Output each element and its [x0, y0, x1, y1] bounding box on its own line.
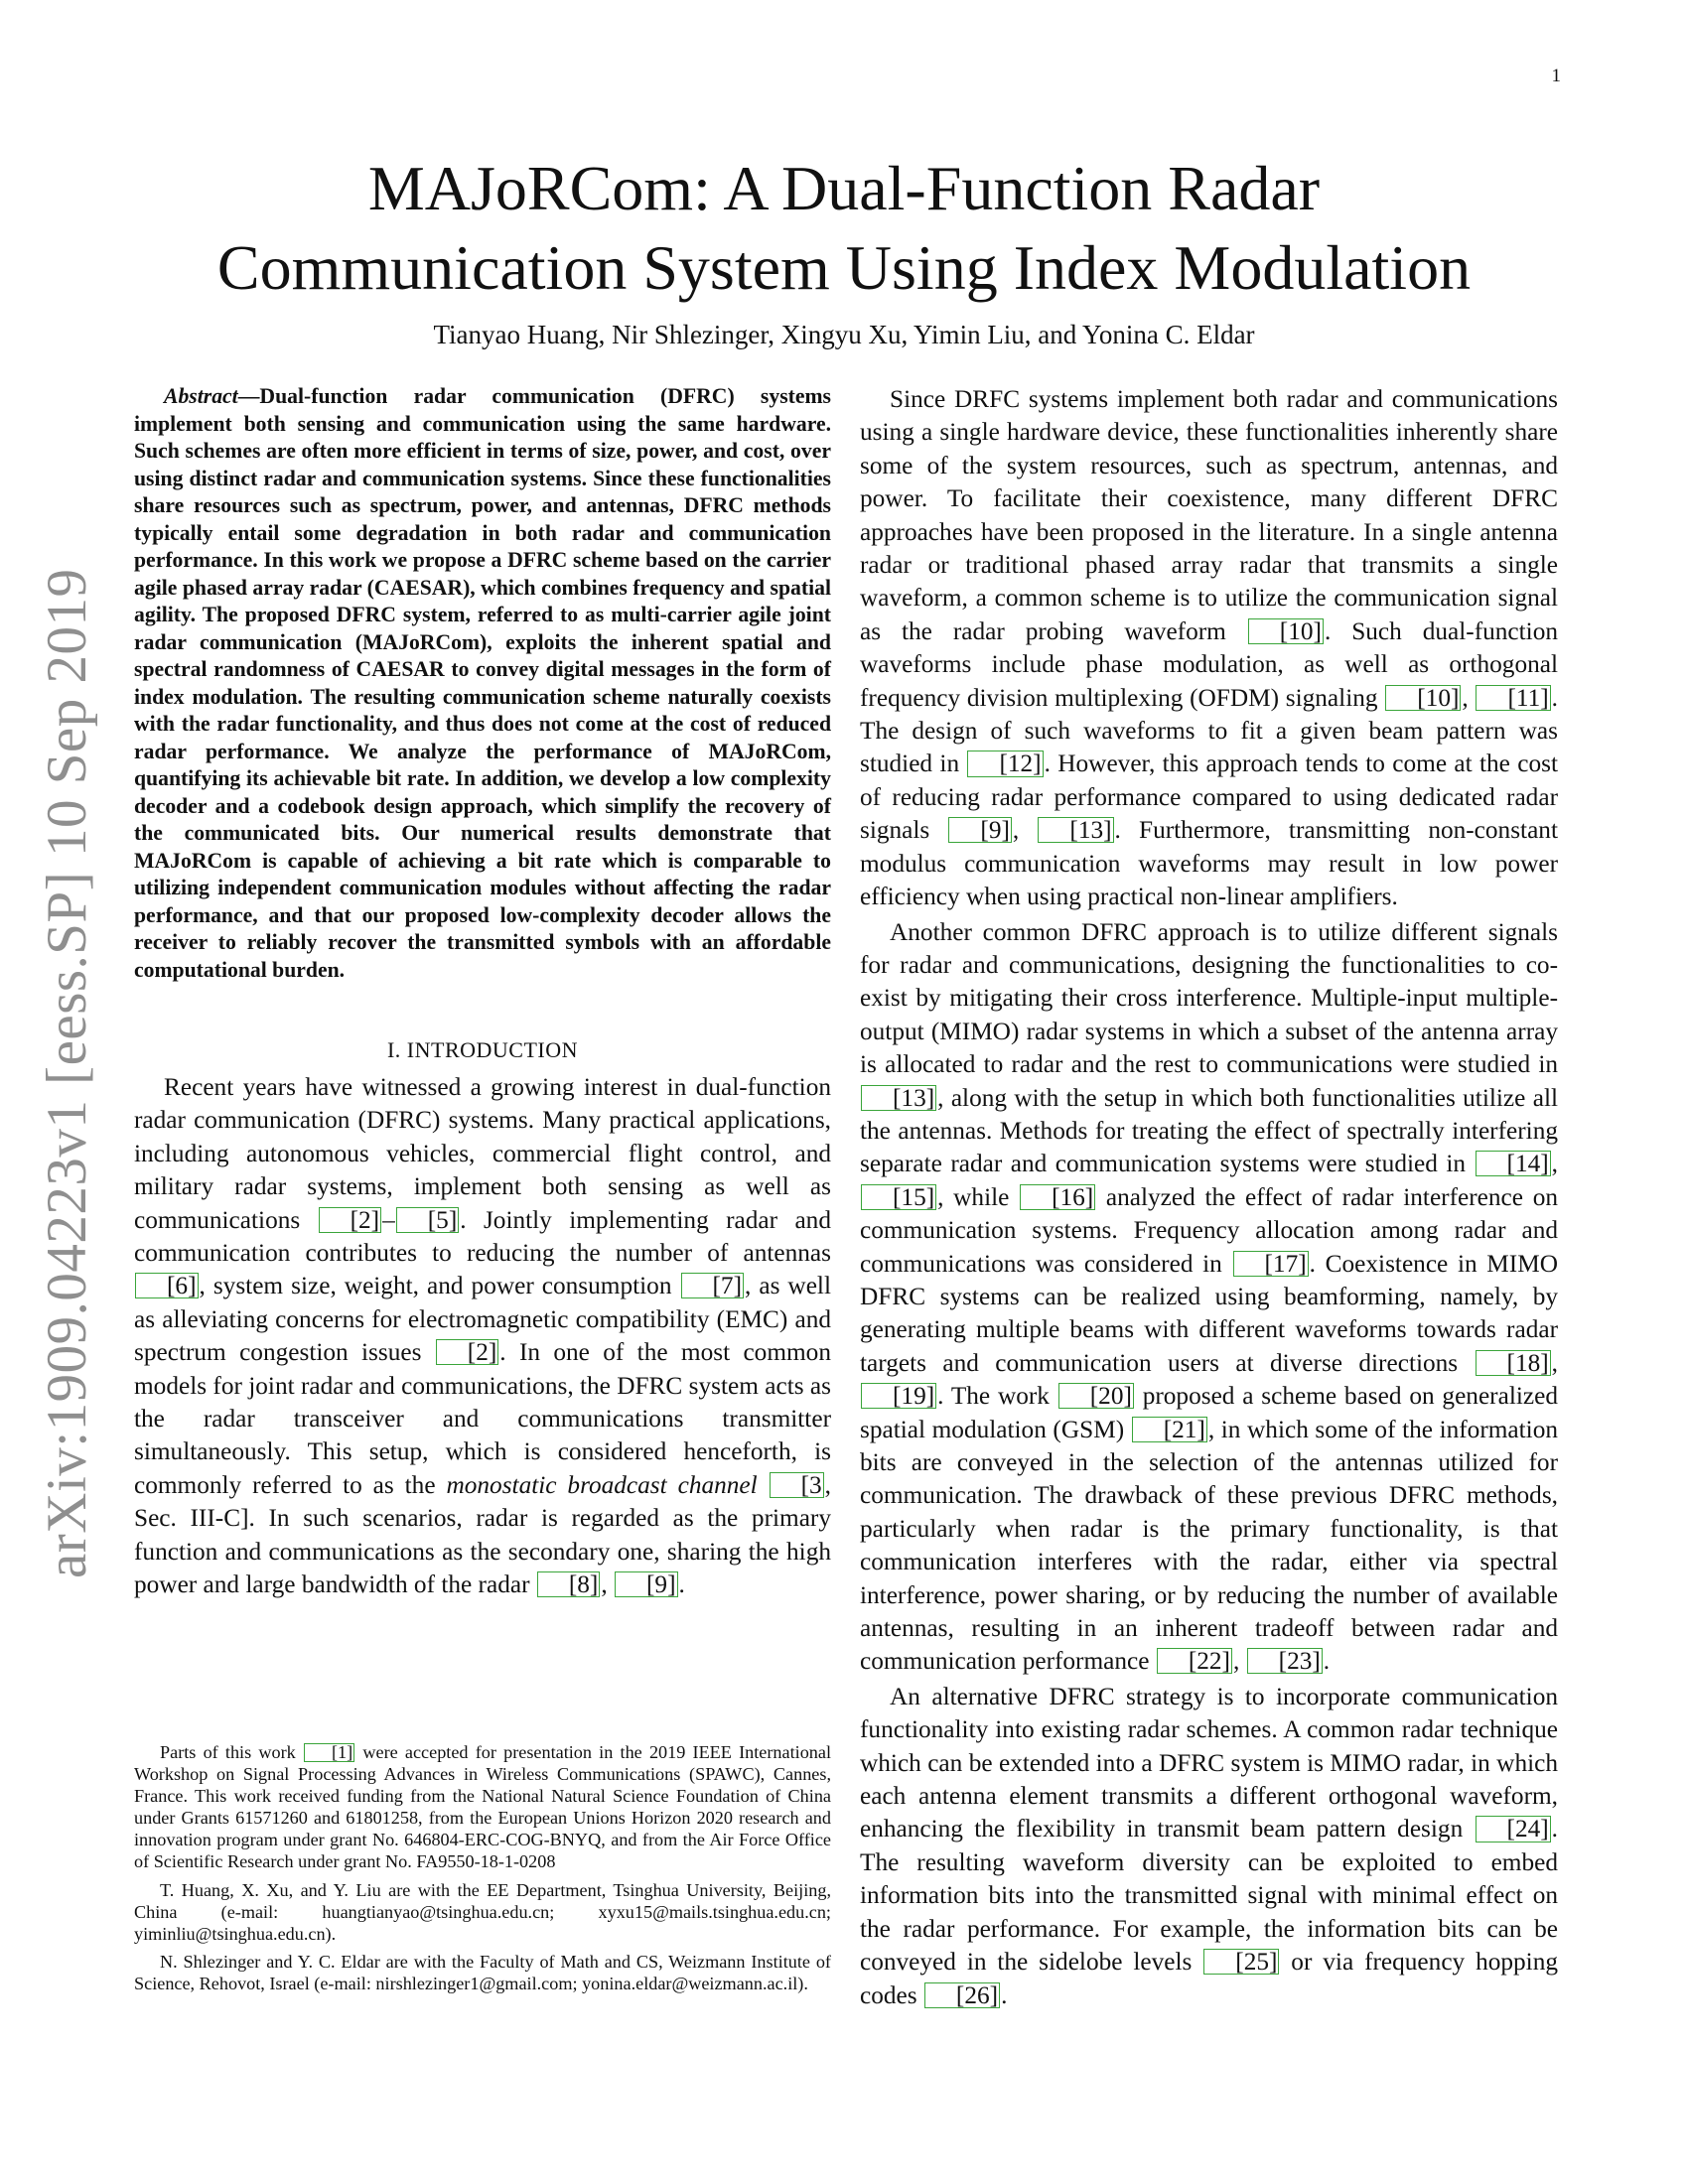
text-run: . The resulting waveform diversity can be exploited to embed information bits into the transmitted signal with minimal effect on the radar performance. For example, the information bits can be conveyed in the sidelobe levels	[860, 1815, 1558, 1977]
page-number: 1	[1551, 66, 1561, 86]
footnote-funding	[134, 1741, 831, 1873]
text-run: . Such dual-function waveforms include phase modulation, as well as orthogonal frequency division multiplexing (OFDM) signaling	[860, 616, 1558, 712]
left-column	[134, 383, 831, 1602]
text-run: An alternative DFRC strategy is to incorporate communication functionality into existing radar schemes. A common radar technique which can be extended into a DFRC system is MIMO radar, in which each antenna element transmits a different orthogonal waveform, enhancing the flexibility in transmit beam pattern design	[860, 1682, 1558, 1843]
citation-link[interactable]: [1]	[304, 1743, 354, 1762]
text-run: , along with the setup in which both functionalities utilize all the antennas. Methods for treating the effect of spectrally interfering separate radar and communication systems were studied in	[860, 1083, 1558, 1178]
text-run: –	[382, 1205, 395, 1234]
citation-link[interactable]: [2]	[436, 1339, 499, 1365]
intro-paragraph	[134, 1071, 831, 1602]
citation-link[interactable]: [6]	[135, 1273, 199, 1298]
citation-link[interactable]: [3	[770, 1472, 824, 1498]
text-run: Recent years have witnessed a growing interest in dual-function radar communication (DFRC) systems. Many practical applications, including autonomous vehicles, commercial flight control, and military radar systems, implement both sensing as well as communications	[134, 1073, 831, 1234]
citation-link[interactable]: [9]	[948, 817, 1012, 843]
citation-link[interactable]: [10]	[1385, 685, 1461, 711]
body-paragraph	[860, 1681, 1558, 2012]
text-run: . Jointly implementing radar and communication contributes to reducing the number of antennas	[134, 1205, 831, 1268]
citation-link[interactable]: [25]	[1203, 1949, 1279, 1975]
text-run: , system size, weight, and power consumption	[199, 1272, 680, 1300]
citation-link[interactable]: [18]	[1476, 1350, 1551, 1376]
title-line-1: MAJoRCom: A Dual-Function Radar	[367, 153, 1321, 223]
text-run: were accepted for presentation in the 2019 IEEE International Workshop on Signal Processing Advances in Wireless Communications (SPAWC), Cannes, France. This work received funding from the National Natural Science Foundation of China under Grants 61571260 and 61801258, from the European Unions Horizon 2020 research and innovation program under grant No. 646804-ERC-COG-BNYQ, and from the Air Force Office of Scientific Research under grant No. FA9550-18-1-0208	[134, 1742, 832, 1872]
citation-link[interactable]: [2]	[319, 1207, 382, 1233]
text-run: , Sec. III-C]. In such scenarios, radar is regarded as the primary function and communications as the secondary one, sharing the high power and large bandwidth of the radar	[134, 1470, 831, 1599]
abstract	[134, 383, 831, 984]
citation-link[interactable]: [17]	[1233, 1251, 1309, 1277]
text-run: . Furthermore, transmitting non-constant modulus communication waveforms may result in low power efficiency when using practical non-linear amplifiers.	[860, 816, 1558, 911]
text-run: . However, this approach tends to come at the cost of reducing radar performance compared to using dedicated radar signals	[860, 750, 1558, 845]
citation-link[interactable]: [8]	[537, 1571, 601, 1597]
text-run: ,	[1462, 683, 1476, 712]
right-column	[860, 383, 1558, 2012]
section-heading-introduction: I. INTRODUCTION	[386, 1037, 579, 1062]
footnote-affiliation-tsinghua: T. Huang, X. Xu, and Y. Liu are with the EE Department, Tsinghua University, Beijing, China (e-mail: huangtianyao@tsinghua.edu.cn; xyxu15@mails.tsinghua.edu.cn; yiminliu@tsinghua.edu.cn).	[134, 1879, 831, 1944]
text-run: .	[1001, 1980, 1008, 2009]
text-run: Another common DFRC approach is to utilize different signals for radar and communications, designing the functionalities to co-exist by mitigating their cross interference. Multiple-input multiple-output (MIMO) radar systems in which a subset of the antenna array is allocated to radar and the rest to communications were studied in	[860, 917, 1558, 1079]
text-run: , as well as alleviating concerns for electromagnetic compatibility (EMC) and spectrum congestion issues	[134, 1272, 831, 1367]
text-run: ,	[1232, 1647, 1246, 1676]
abstract-text: —Dual-function radar communication (DFRC) systems implement both sensing and communication using the same hardware. Such schemes are often more efficient in terms of size, power, and cost, over using distinct radar and communication systems. Since these functionalities share resources such as spectrum, power, and antennas, DFRC methods typically entail some degradation in both radar and communication performance. In this work we propose a DFRC scheme based on the carrier agile phased array radar (CAESAR), which combines frequency and spatial agility. The proposed DFRC system, referred to as multi-carrier agile joint radar communication (MAJoRCom), exploits the inherent spatial and spectral randomness of CAESAR to convey digital messages in the form of index modulation. The resulting communication scheme naturally coexists with the radar functionality, and thus does not come at the cost of reduced radar performance. We analyze the performance of MAJoRCom, quantifying its achievable bit rate. In addition, we develop a low complexity decoder and a codebook design approach, which simplify the recovery of the communicated bits. Our numerical results demonstrate that MAJoRCom is capable of achieving a bit rate which is comparable to utilizing independent communication modules without affecting the radar performance, and that our proposed low-complexity decoder allows the receiver to reliably recover the transmitted symbols with an affordable computational burden.	[134, 384, 831, 982]
text-run: , in which some of the information bits are conveyed in the selection of the antennas utilized for communication. The drawback of these previous DFRC methods, particularly when radar is the primary functionality, is that communication interferes with the radar, either via spectral interference, power sharing, or by reducing the number of available antennas, resulting in an inherent tradeoff between radar and communication performance	[860, 1415, 1558, 1676]
citation-link[interactable]: [10]	[1248, 618, 1324, 644]
text-run: ,	[1551, 1348, 1558, 1377]
abstract-label: Abstract	[164, 384, 238, 408]
citation-link[interactable]: [5]	[396, 1207, 460, 1233]
text-run: . The design of such waveforms to fit a given beam pattern was studied in	[860, 683, 1558, 778]
paper-title	[139, 149, 1549, 308]
citation-link[interactable]: [20]	[1058, 1383, 1134, 1409]
text-run: proposed a scheme based on generalized spatial modulation (GSM)	[860, 1382, 1558, 1443]
footnotes	[134, 1741, 831, 2000]
citation-link[interactable]: [13]	[861, 1085, 936, 1111]
text-run: .	[678, 1570, 685, 1599]
citation-link[interactable]: [15]	[861, 1184, 936, 1210]
citation-link[interactable]: [14]	[1476, 1151, 1551, 1176]
citation-link[interactable]: [21]	[1132, 1417, 1207, 1442]
citation-link[interactable]: [22]	[1157, 1648, 1232, 1674]
body-paragraph	[860, 916, 1558, 1679]
body-paragraph	[860, 383, 1558, 914]
text-run	[758, 1471, 769, 1499]
citation-link[interactable]: [26]	[924, 1982, 1000, 2008]
text-run: . Coexistence in MIMO DFRC systems can be realized using beamforming, namely, by generating multiple beams with different waveforms towards radar targets and communication users at diverse directions	[860, 1249, 1558, 1377]
text-run: Parts of this work	[160, 1742, 303, 1762]
citation-link[interactable]: [9]	[615, 1571, 678, 1597]
footnote-affiliation-weizmann: N. Shlezinger and Y. C. Eldar are with the Faculty of Math and CS, Weizmann Institute of Science, Rehovot, Israel (e-mail: nirshlezinger1@gmail.com; yonina.eldar@weizmann.ac.il).	[134, 1951, 831, 1993]
title-line-2: Communication System Using Index Modulation	[216, 232, 1472, 303]
emphasized-term: monostatic broadcast channel	[446, 1470, 758, 1499]
text-run: ,	[1012, 816, 1038, 845]
text-run: analyzed the effect of radar interference on communication systems. Frequency allocation among radar and communications was considered in	[860, 1182, 1558, 1278]
author-list: Tianyao Huang, Nir Shlezinger, Xingyu Xu, Yimin Liu, and Yonina C. Eldar	[433, 320, 1255, 349]
arxiv-identifier-stamp[interactable]: arXiv:1909.04223v1 [eess.SP] 10 Sep 2019	[36, 568, 98, 1578]
citation-link[interactable]: [12]	[967, 751, 1043, 776]
citation-link[interactable]: [7]	[681, 1273, 745, 1298]
text-run: or via frequency hopping codes	[860, 1948, 1558, 2009]
text-run: . In one of the most common models for joint radar and communications, the DFRC system acts as the radar transceiver and communications transmitter simultaneously. This setup, which is considered henceforth, is commonly referred to as the	[134, 1338, 831, 1499]
citation-link[interactable]: [13]	[1038, 817, 1113, 843]
citation-link[interactable]: [23]	[1247, 1648, 1323, 1674]
citation-link[interactable]: [19]	[861, 1383, 936, 1409]
text-run: . The work	[937, 1382, 1057, 1411]
text-run: , while	[937, 1182, 1020, 1211]
text-run: Since DRFC systems implement both radar and communications using a single hardware device, these functionalities inherently share some of the system resources, such as spectrum, antennas, and power. To facilitate their coexistence, many different DFRC approaches have been proposed in the literature. In a single antenna radar or traditional phased array radar that transmits a single waveform, a common scheme is to utilize the communication signal as the radar probing waveform	[860, 385, 1558, 645]
citation-link[interactable]: [16]	[1020, 1184, 1095, 1210]
citation-link[interactable]: [24]	[1476, 1816, 1551, 1842]
text-run: ,	[1551, 1150, 1558, 1178]
text-run: .	[1323, 1647, 1331, 1676]
text-run: ,	[601, 1570, 614, 1599]
citation-link[interactable]: [11]	[1476, 685, 1550, 711]
